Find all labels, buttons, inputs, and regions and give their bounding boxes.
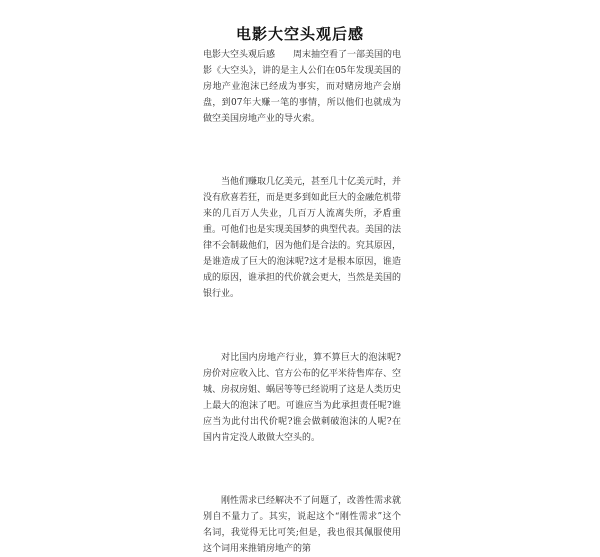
paragraph-intro: 电影大空头观后感 周末抽空看了一部美国的电影《大空头》，讲的是主人公们在05年发现美国的房地产业泡沫已经成为事实，而对赌房地产会崩盘，到07年大赚一笔的事情，所以他们也就成为做空美国房地产业的导火索。 <box>203 50 402 124</box>
document-title: 电影大空头观后感 <box>235 25 364 43</box>
paragraph-profits: 当他们赚取几亿美元，甚至几十亿美元时，并没有欣喜若狂，而是更多到如此巨大的金融危机带来的几百万人失业，几百万人流离失所，矛盾重重。可他们也是实现美国梦的典型代表。美国的法律不会制裁他们，因为他们是合法的。究其原因，是谁造成了巨大的泡沫呢?这才是根本原因，谁造成的原因，谁承担的代价就会更大，当然是美国的银行业。 <box>203 177 402 299</box>
paragraph-domestic-comparison: 对比国内房地产行业，算不算巨大的泡沫呢?房价对应收入比、官方公布的亿平米待售库存、空城、房叔房姐、蜗居等等已经说明了这是人类历史上最大的泡沫了吧。可谁应当为此承担责任呢?谁应当为此付出代价呢?谁会做刺破泡沫的人呢?在国内肯定没人敢做大空头的。 <box>203 353 402 443</box>
document-body <box>203 47 401 557</box>
paragraph-rigid-demand: 刚性需求已经解决不了问题了，改善性需求就别自不量力了。其实，说起这个“刚性需求”这个名词，我觉得无比可笑;但是，我也很其佩服使用这个词用来推销房地产的第 <box>203 496 402 554</box>
